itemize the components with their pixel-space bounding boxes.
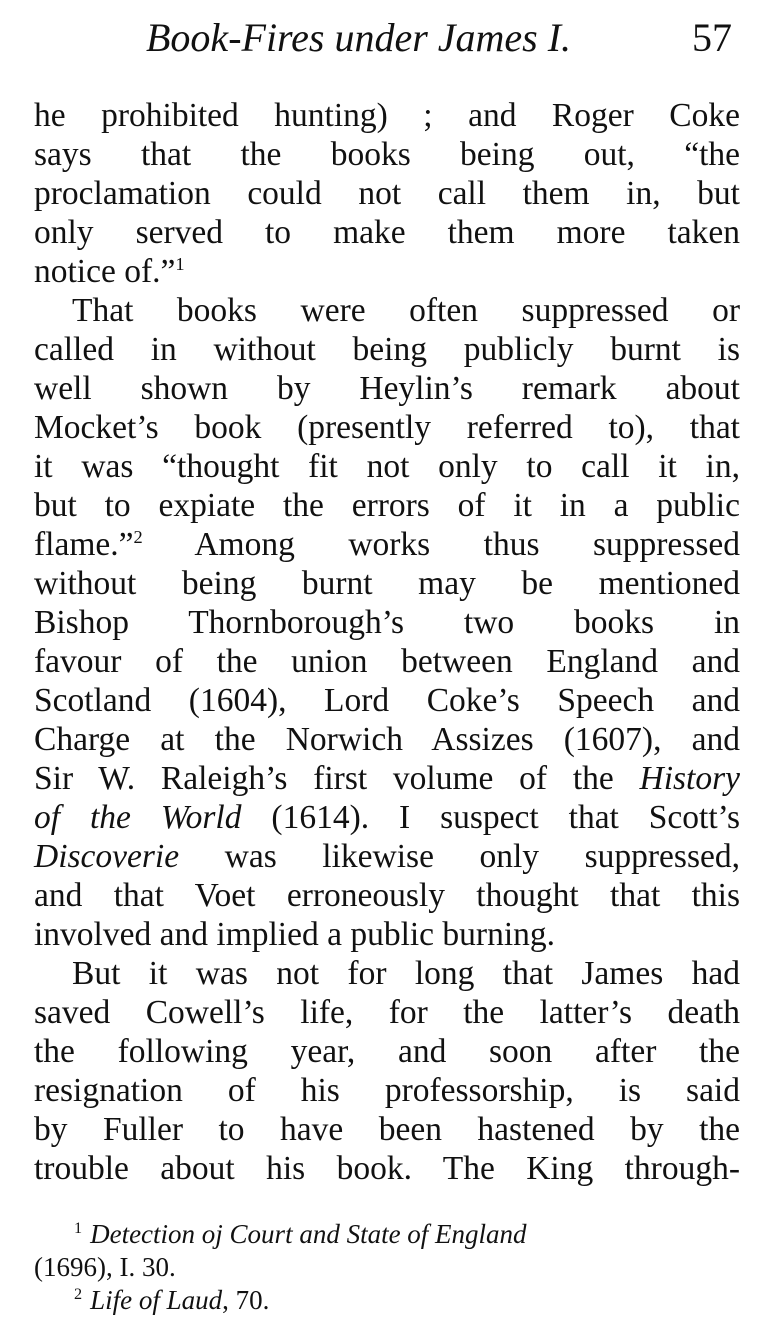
page-header <box>140 10 740 66</box>
text-line: Charge at the Norwich Assizes (1607), and <box>34 721 740 758</box>
text-line: resignation of his professorship, is said <box>34 1072 740 1109</box>
text-fragment: (1614). I suspect that Scott’s <box>241 799 740 836</box>
text-fragment: Among works thus suppressed <box>142 526 740 563</box>
text-line <box>34 525 740 564</box>
text-line: only served to make them more taken <box>34 214 740 251</box>
text-line: proclamation could not call them in, but <box>34 175 740 212</box>
footnote-1 <box>34 1218 740 1251</box>
text-fragment: notice of.” <box>34 253 176 290</box>
text-line: the following year, and soon after the <box>34 1033 740 1070</box>
text-line: Mocket’s book (presently referred to), that <box>34 409 740 446</box>
text-fragment: flame.” <box>34 526 134 563</box>
text-line: it was “thought fit not only to call it in, <box>34 448 740 485</box>
footnote-2 <box>34 1284 740 1317</box>
text-line <box>34 759 740 798</box>
footnote-marker: 2 <box>74 1285 83 1303</box>
text-line: but to expiate the errors of it in a public <box>34 487 740 524</box>
italic-title: Discoverie <box>34 838 180 875</box>
text-line <box>34 837 740 876</box>
page-number: 57 <box>692 15 732 60</box>
text-line: That books were often suppressed or <box>72 292 740 329</box>
footnote-title: Life of Laud <box>90 1285 223 1315</box>
text-line: Scotland (1604), Lord Coke’s Speech and <box>34 682 740 719</box>
text-fragment: Sir W. Raleigh’s first volume of the <box>34 760 640 797</box>
text-line: called in without being publicly burnt is <box>34 331 740 368</box>
italic-title: of the World <box>34 799 242 836</box>
text-line: But it was not for long that James had <box>72 955 740 992</box>
text-fragment: was likewise only suppressed, <box>179 838 740 875</box>
text-line: without being burnt may be mentioned <box>34 565 740 602</box>
text-line: and that Voet erroneously thought that this <box>34 877 740 914</box>
footnote-1-continuation: (1696), I. 30. <box>34 1252 176 1282</box>
text-line: trouble about his book. The King through- <box>34 1150 740 1187</box>
text-line: he prohibited hunting) ; and Roger Coke <box>34 97 740 134</box>
footnote-reference: 1 <box>175 253 185 274</box>
running-title: Book-Fires under James I. <box>146 15 572 60</box>
body-text <box>34 96 740 1188</box>
text-line: favour of the union between England and <box>34 643 740 680</box>
text-line <box>34 252 740 291</box>
footnotes <box>34 1218 740 1317</box>
text-line: saved Cowell’s life, for the latter’s death <box>34 994 740 1031</box>
text-line: involved and implied a public burning. <box>34 916 556 953</box>
text-line <box>34 798 740 837</box>
footnote-text: , 70. <box>222 1285 270 1315</box>
footnote-reference: 2 <box>133 526 143 547</box>
text-line: by Fuller to have been hastened by the <box>34 1111 740 1148</box>
footnote-title: Detection oj Court and State of England <box>90 1219 527 1249</box>
text-line: Bishop Thornborough’s two books in <box>34 604 740 641</box>
text-line: says that the books being out, “the <box>34 136 740 173</box>
footnote-marker: 1 <box>74 1219 83 1237</box>
text-line: well shown by Heylin’s remark about <box>34 370 740 407</box>
italic-title: History <box>639 760 740 797</box>
